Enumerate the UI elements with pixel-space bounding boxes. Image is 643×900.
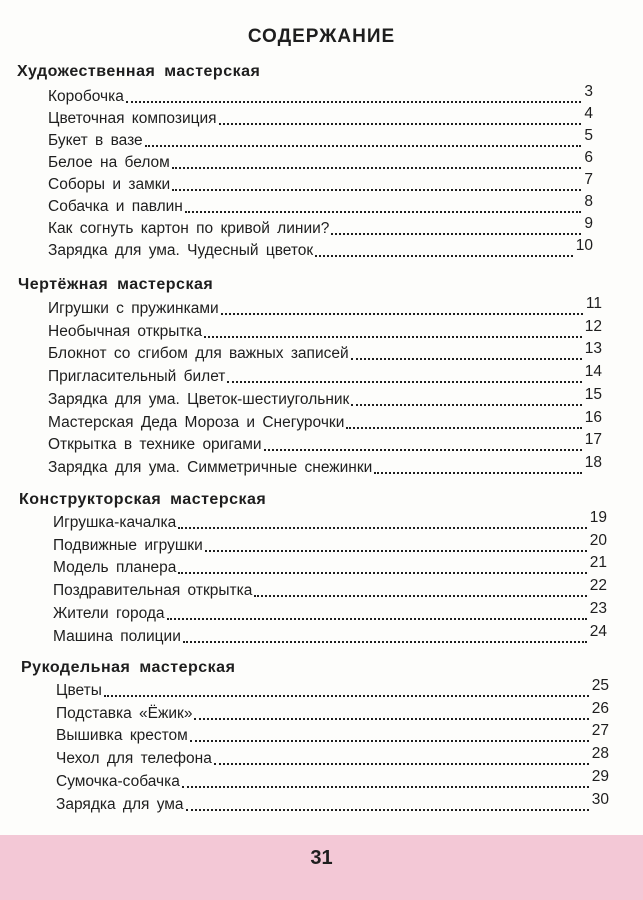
entry-page-number: 3 — [584, 83, 593, 100]
entry-page-number: 23 — [589, 599, 607, 617]
entry-title: Пригласительный билет — [48, 368, 226, 386]
entry-page-number: 21 — [589, 554, 607, 572]
entry-page-number: 11 — [585, 295, 602, 312]
toc-entry[interactable] — [53, 555, 607, 577]
entry-title: Зарядка для ума — [56, 795, 184, 813]
toc-entry[interactable] — [48, 455, 602, 477]
toc-entry[interactable] — [56, 723, 609, 745]
dot-leader — [104, 695, 589, 697]
toc-entry[interactable] — [48, 319, 602, 341]
dot-leader — [190, 740, 589, 742]
toc-entry[interactable] — [56, 678, 609, 700]
entry-title: Мастерская Деда Мороза и Снегурочки — [48, 413, 345, 431]
entry-page-number: 5 — [584, 127, 593, 144]
dot-leader — [331, 233, 581, 235]
toc-entry[interactable] — [53, 601, 607, 623]
toc-entry[interactable] — [56, 792, 609, 814]
dot-leader — [145, 145, 582, 147]
dot-leader — [254, 595, 586, 597]
entry-page-number: 17 — [584, 431, 602, 449]
dot-leader — [194, 718, 588, 720]
dot-leader — [219, 123, 582, 125]
entry-page-number: 22 — [589, 577, 607, 595]
dot-leader — [227, 381, 581, 383]
entry-title: Машина полиции — [53, 627, 181, 645]
section-title: Чертёжная мастерская — [18, 276, 214, 293]
toc-entry[interactable] — [56, 701, 609, 723]
entry-page-number: 8 — [584, 193, 593, 210]
entry-title: Соборы и замки — [48, 176, 171, 193]
page-number: 31 — [310, 847, 333, 869]
toc-entry[interactable] — [48, 172, 593, 194]
dot-leader — [167, 618, 587, 620]
entry-title: Зарядка для ума. Чудесный цветок — [48, 242, 314, 259]
entry-page-number: 13 — [584, 340, 602, 358]
dot-leader — [264, 449, 582, 451]
dot-leader — [221, 313, 583, 315]
entry-title: Цветочная композиция — [48, 110, 217, 127]
dot-leader — [183, 641, 587, 643]
entry-title: Игрушки с пружинками — [48, 300, 219, 317]
dot-leader — [172, 189, 581, 191]
entry-page-number: 25 — [591, 677, 609, 694]
toc-entry[interactable] — [48, 387, 602, 409]
entry-page-number: 14 — [584, 363, 602, 381]
entry-title: Жители города — [53, 604, 165, 622]
entry-title: Собачка и павлин — [48, 198, 183, 215]
toc-entry[interactable] — [48, 364, 602, 386]
entry-page-number: 30 — [591, 790, 609, 808]
dot-leader — [178, 572, 586, 574]
entry-title: Цветы — [56, 682, 102, 699]
entry-title: Букет в вазе — [48, 132, 143, 149]
entry-title: Белое на белом — [48, 154, 170, 171]
toc-entry[interactable] — [48, 296, 602, 318]
entry-title: Модель планера — [53, 559, 177, 577]
dot-leader — [351, 404, 581, 406]
entry-page-number: 24 — [589, 622, 607, 640]
entry-page-number: 27 — [591, 722, 609, 740]
entry-title: Вышивка крестом — [56, 727, 188, 745]
entry-title: Как согнуть картон по кривой линии? — [48, 220, 330, 237]
entry-title: Зарядка для ума. Симметричные снежинки — [48, 458, 373, 476]
entry-title: Поздравительная открытка — [53, 582, 253, 600]
entry-page-number: 4 — [584, 105, 593, 122]
entry-title: Игрушка-качалка — [53, 514, 177, 531]
toc-entry[interactable] — [53, 624, 607, 646]
entry-page-number: 16 — [584, 408, 602, 426]
entry-title: Открытка в технике оригами — [48, 436, 262, 454]
entry-title: Подставка «Ёжик» — [56, 704, 193, 722]
entry-page-number: 28 — [591, 745, 609, 763]
dot-leader — [126, 101, 582, 103]
dot-leader — [374, 472, 581, 474]
toc-entry[interactable] — [48, 106, 593, 128]
entry-page-number: 9 — [584, 215, 593, 232]
toc-entry[interactable] — [56, 746, 609, 768]
dot-leader — [182, 786, 589, 788]
dot-leader — [186, 809, 589, 811]
dot-leader — [185, 211, 582, 213]
entry-title: Блокнот со сгибом для важных записей — [48, 345, 349, 363]
page-title: СОДЕРЖАНИЕ — [247, 26, 396, 47]
entry-page-number: 20 — [589, 531, 607, 549]
toc-entry[interactable] — [48, 432, 602, 454]
dot-leader — [178, 527, 587, 529]
toc-entry[interactable] — [48, 410, 602, 432]
entry-page-number: 29 — [591, 767, 609, 785]
dot-leader — [315, 255, 573, 257]
toc-entry[interactable] — [53, 510, 607, 532]
toc-entry[interactable] — [48, 84, 593, 106]
entry-title: Необычная открытка — [48, 322, 203, 340]
toc-entry[interactable] — [53, 533, 607, 555]
toc-entry[interactable] — [48, 341, 602, 363]
entry-page-number: 15 — [584, 385, 602, 403]
entry-page-number: 18 — [584, 453, 602, 471]
dot-leader — [204, 336, 582, 338]
section-title: Конструкторская мастерская — [19, 491, 267, 508]
dot-leader — [205, 550, 587, 552]
entry-title: Сумочка-собачка — [56, 772, 180, 790]
dot-leader — [172, 167, 582, 169]
entry-title: Коробочка — [48, 88, 124, 105]
entry-title: Чехол для телефона — [56, 750, 212, 768]
dot-leader — [351, 358, 582, 360]
entry-page-number: 12 — [584, 317, 602, 335]
footer-band — [0, 835, 643, 900]
entry-page-number: 6 — [584, 149, 593, 166]
entry-title: Подвижные игрушки — [53, 536, 203, 554]
section-title: Рукодельная мастерская — [21, 659, 236, 676]
entry-page-number: 26 — [591, 699, 609, 717]
entry-page-number: 7 — [584, 171, 593, 188]
section-title: Художественная мастерская — [17, 63, 261, 80]
toc-entry[interactable] — [48, 216, 593, 238]
toc-entry[interactable] — [48, 238, 593, 260]
toc-entry[interactable] — [56, 769, 609, 791]
dot-leader — [346, 427, 581, 429]
toc-entry[interactable] — [48, 194, 593, 216]
entry-page-number: 10 — [575, 237, 593, 254]
toc-entry[interactable] — [53, 578, 607, 600]
dot-leader — [214, 763, 589, 765]
toc-entry[interactable] — [48, 150, 593, 172]
entry-page-number: 19 — [589, 509, 607, 526]
toc-entry[interactable] — [48, 128, 593, 150]
entry-title: Зарядка для ума. Цветок-шестиугольник — [48, 390, 350, 408]
